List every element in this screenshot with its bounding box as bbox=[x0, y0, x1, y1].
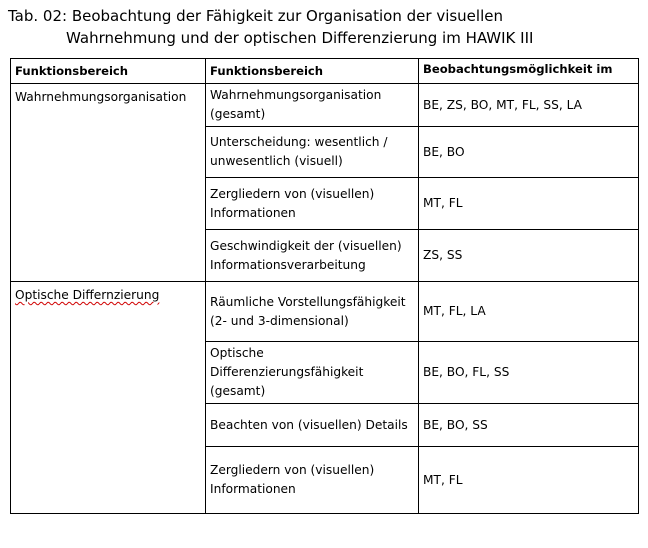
header-area: Funktionsbereich bbox=[11, 59, 206, 84]
observation-cell: BE, BO bbox=[419, 127, 639, 178]
observation-cell: MT, FL, LA bbox=[419, 282, 639, 342]
observation-cell: MT, FL bbox=[419, 178, 639, 230]
function-cell: Beachten von (visuellen) Details bbox=[206, 404, 419, 447]
function-cell: Zergliedern von (visuellen) Informationen bbox=[206, 178, 419, 230]
caption-line-2: Wahrnehmung und der optischen Differenzierung im HAWIK III bbox=[66, 29, 534, 47]
area-cell-optische-differenzierung bbox=[11, 282, 206, 514]
function-cell: Räumliche Vorstellungsfähigkeit (2- und 3-dimensional) bbox=[206, 282, 419, 342]
observation-table bbox=[10, 58, 639, 514]
header-row bbox=[11, 59, 639, 84]
function-cell: Unterscheidung: wesentlich / unwesentlich (visuell) bbox=[206, 127, 419, 178]
observation-cell: BE, ZS, BO, MT, FL, SS, LA bbox=[419, 84, 639, 127]
area-label-spellcheck: Optische Differnzierung bbox=[15, 288, 160, 302]
header-observation: Beobachtungsmöglichkeit im bbox=[419, 59, 639, 84]
observation-cell: MT, FL bbox=[419, 447, 639, 514]
header-function: Funktionsbereich bbox=[206, 59, 419, 84]
caption-line-1: Tab. 02: Beobachtung der Fähigkeit zur Organisation der visuellen bbox=[8, 7, 503, 25]
observation-cell: BE, BO, FL, SS bbox=[419, 342, 639, 404]
function-cell: Wahrnehmungsorganisation (gesamt) bbox=[206, 84, 419, 127]
table-row bbox=[11, 84, 639, 127]
observation-cell: ZS, SS bbox=[419, 230, 639, 282]
area-cell-wahrnehmungsorganisation: Wahrnehmungsorganisation bbox=[11, 84, 206, 282]
function-cell: Zergliedern von (visuellen) Informationen bbox=[206, 447, 419, 514]
table-caption bbox=[8, 5, 638, 49]
table-row bbox=[11, 282, 639, 342]
observation-cell: BE, BO, SS bbox=[419, 404, 639, 447]
function-cell: Optische Differenzierungsfähigkeit (gesamt) bbox=[206, 342, 419, 404]
function-cell: Geschwindigkeit der (visuellen) Informationsverarbeitung bbox=[206, 230, 419, 282]
